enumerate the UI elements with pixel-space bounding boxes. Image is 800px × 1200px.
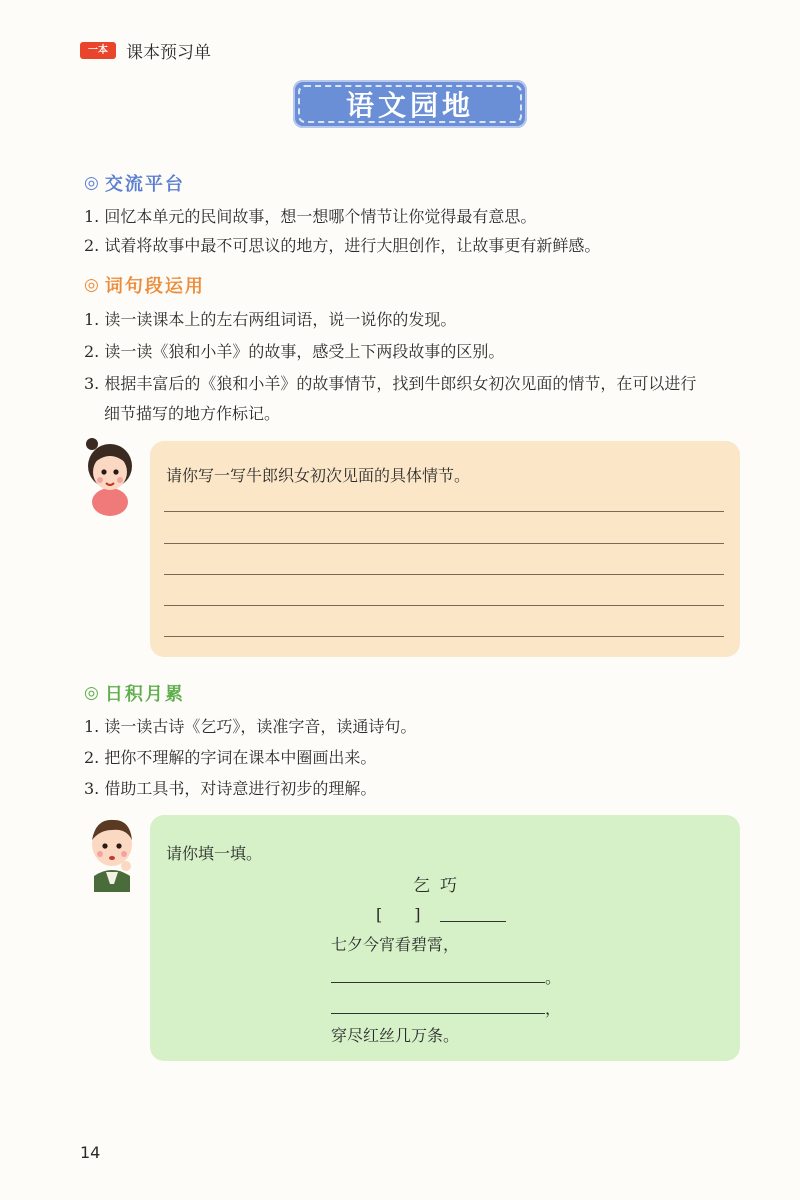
girl-avatar bbox=[78, 430, 142, 518]
poem-title: 乞巧 bbox=[413, 876, 467, 896]
title-banner-frame bbox=[298, 85, 522, 123]
writing-card bbox=[150, 441, 740, 657]
section-heading-exchange bbox=[84, 170, 185, 196]
writing-line[interactable] bbox=[164, 636, 724, 637]
section-heading-usage bbox=[84, 272, 205, 298]
writing-line[interactable] bbox=[164, 543, 724, 544]
section-heading-text: 词句段运用 bbox=[104, 276, 205, 297]
page-title: 语文园地 bbox=[345, 89, 474, 122]
writing-line[interactable] bbox=[164, 605, 724, 606]
poem-author-bracket: [ ] bbox=[376, 905, 421, 924]
poem-prompt: 请你填一填。 bbox=[166, 844, 263, 863]
poem-line-1: 七夕今宵看碧霄， bbox=[331, 935, 460, 954]
section2-item-continuation: 细节描写的地方作标记。 bbox=[104, 404, 281, 423]
section1-item: 2. 试着将故事中最不可思议的地方，进行大胆创作，让故事更有新鲜感。 bbox=[84, 236, 601, 255]
poem-card bbox=[150, 815, 740, 1061]
writing-line[interactable] bbox=[164, 511, 724, 512]
poem-line-2-punct: 。 bbox=[545, 968, 562, 987]
section-heading-text: 交流平台 bbox=[104, 174, 185, 195]
header-title: 课本预习单 bbox=[126, 43, 211, 63]
poem-line-4: 穿尽红丝几万条。 bbox=[331, 1026, 460, 1045]
circle-mark-icon: ◎ bbox=[84, 173, 101, 193]
poem-line-3-punct: ， bbox=[545, 999, 562, 1018]
author-blank[interactable] bbox=[440, 921, 506, 922]
section1-item: 1. 回忆本单元的民间故事，想一想哪个情节让你觉得最有意思。 bbox=[84, 207, 537, 226]
page-number: 14 bbox=[80, 1143, 101, 1162]
poem-line-2-blank[interactable] bbox=[331, 982, 545, 983]
poem-line-3-blank[interactable] bbox=[331, 1013, 545, 1014]
writing-prompt: 请你写一写牛郎织女初次见面的具体情节。 bbox=[166, 466, 471, 485]
section-heading-accumulation bbox=[84, 680, 185, 706]
title-banner bbox=[293, 80, 527, 128]
section2-item: 1. 读一读课本上的左右两组词语，说一说你的发现。 bbox=[84, 310, 457, 329]
section3-item: 2. 把你不理解的字词在课本中圈画出来。 bbox=[84, 748, 377, 767]
section2-item: 2. 读一读《狼和小羊》的故事，感受上下两段故事的区别。 bbox=[84, 342, 505, 361]
boy-avatar bbox=[80, 810, 144, 892]
section2-item: 3. 根据丰富后的《狼和小羊》的故事情节，找到牛郎织女初次见面的情节，在可以进行 bbox=[84, 374, 697, 393]
section3-item: 3. 借助工具书，对诗意进行初步的理解。 bbox=[84, 779, 377, 798]
section-heading-text: 日积月累 bbox=[104, 684, 185, 705]
header-badge: 一本 bbox=[80, 42, 116, 59]
circle-mark-icon: ◎ bbox=[84, 275, 101, 295]
section3-item: 1. 读一读古诗《乞巧》，读准字音，读通诗句。 bbox=[84, 717, 417, 736]
writing-line[interactable] bbox=[164, 574, 724, 575]
circle-mark-icon: ◎ bbox=[84, 683, 101, 703]
page-header bbox=[80, 38, 211, 63]
